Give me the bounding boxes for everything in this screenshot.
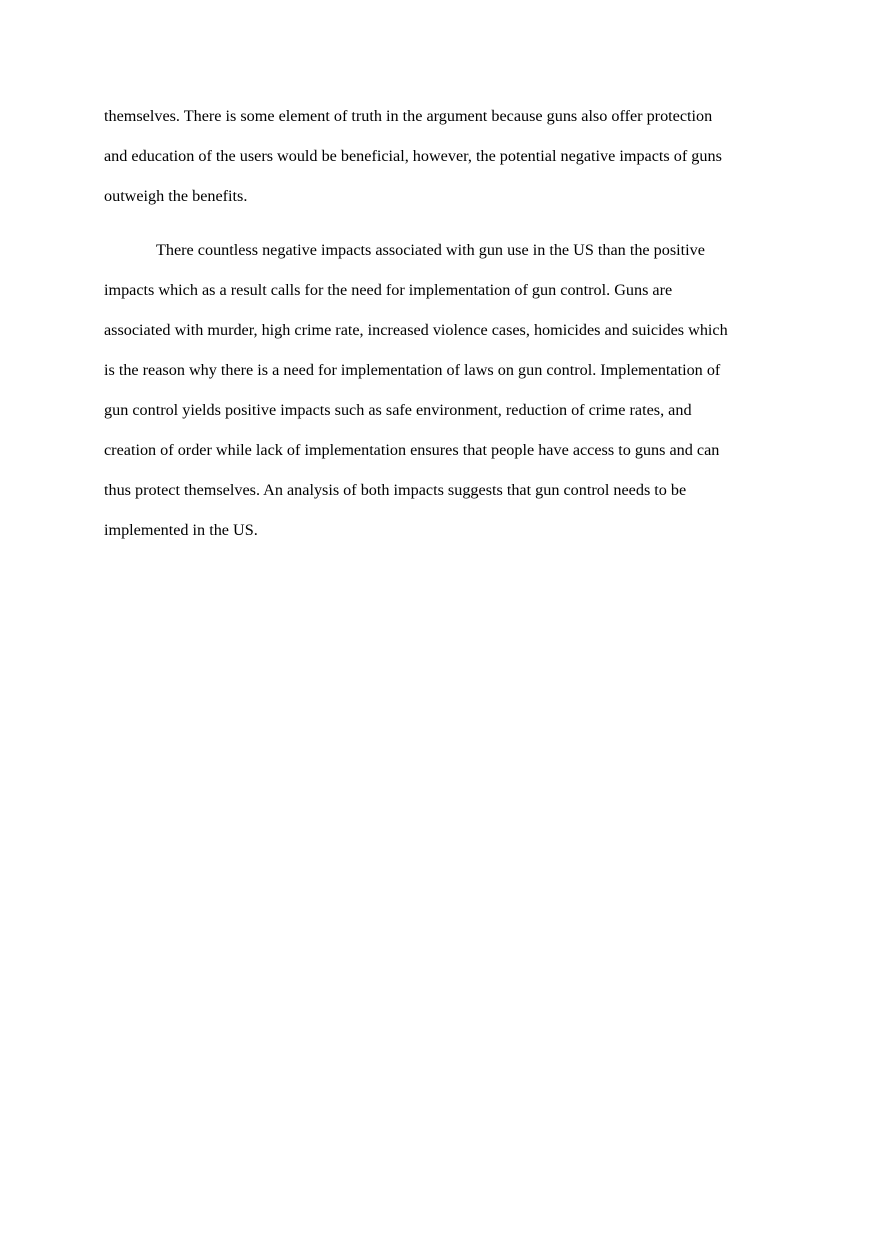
text-line: implemented in the US.: [104, 521, 258, 539]
text-line: and education of the users would be beneficial, however, the potential negative impacts of guns: [104, 147, 722, 165]
text-line: outweigh the benefits.: [104, 187, 248, 205]
text-line: impacts which as a result calls for the need for implementation of gun control. Guns are: [104, 281, 673, 299]
text-line: gun control yields positive impacts such as safe environment, reduction of crime rates, and: [104, 401, 692, 419]
text-line: thus protect themselves. An analysis of both impacts suggests that gun control needs to be: [104, 481, 687, 499]
text-line: associated with murder, high crime rate, increased violence cases, homicides and suicides which: [104, 321, 728, 339]
text-line: creation of order while lack of implementation ensures that people have access to guns and can: [104, 441, 720, 459]
text-line-indented: There countless negative impacts associated with gun use in the US than the positive: [156, 241, 705, 259]
text-line: themselves. There is some element of truth in the argument because guns also offer protection: [104, 107, 713, 125]
text-line: is the reason why there is a need for implementation of laws on gun control. Implementation of: [104, 361, 721, 379]
paragraph-1: [104, 96, 776, 216]
paragraph-2: [104, 230, 776, 550]
